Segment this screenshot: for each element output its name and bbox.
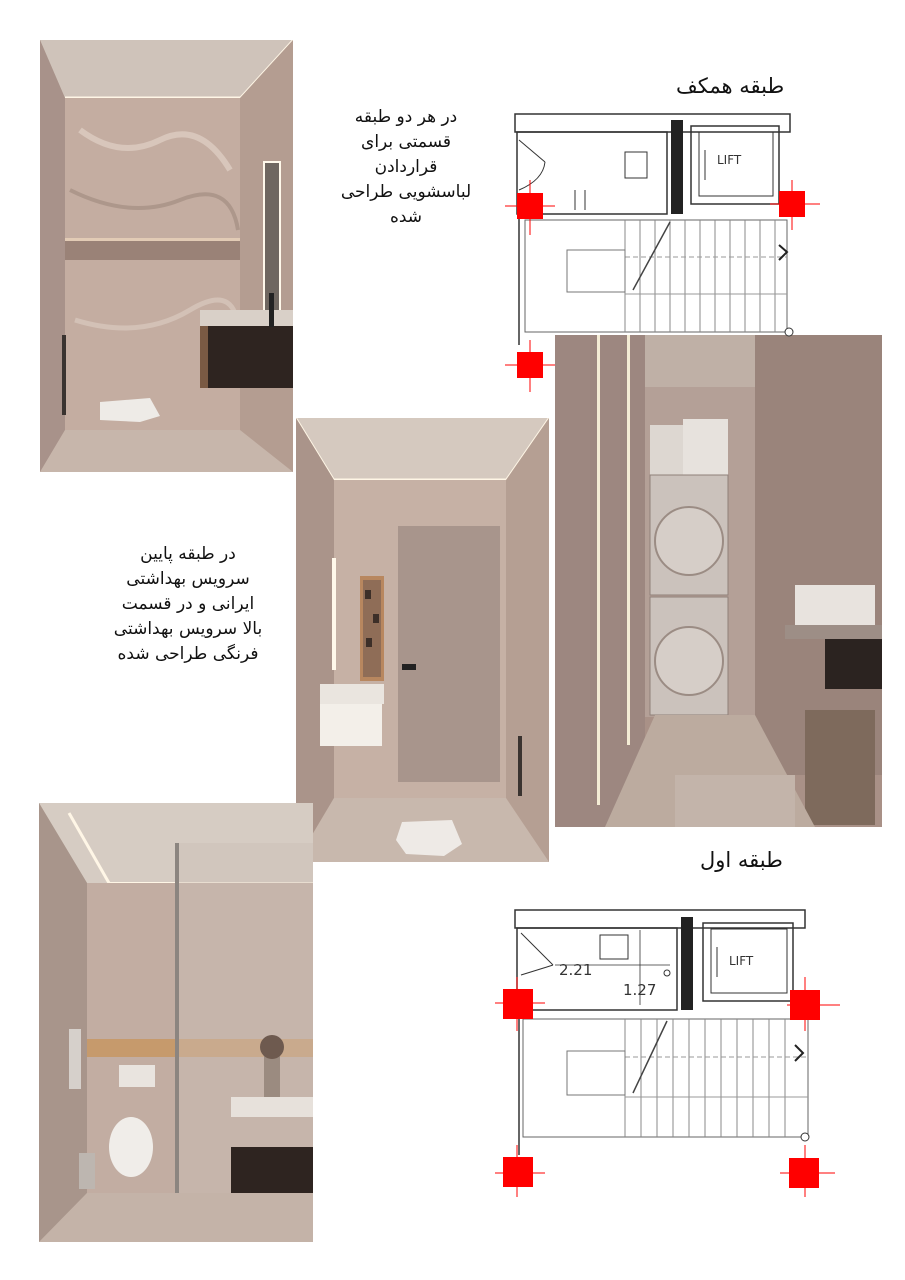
lift-label: LIFT [729,954,754,968]
first-floor-title: طبقه اول [700,848,783,872]
toilet-note-line: سرویس بهداشتی [126,569,250,589]
bathroom-render-shower [40,40,293,472]
toilet-note-line: ایرانی و در قسمت [121,594,255,614]
lift-label: LIFT [717,153,742,167]
laundry-note-line: قراردادن [374,157,438,177]
bathroom-render-squat-toilet [296,418,549,862]
laundry-note-line: در هر دو طبقه [354,107,458,127]
dimension-depth: 1.27 [623,981,657,999]
bathroom-render-western-toilet [39,803,313,1242]
laundry-note-line: قسمتی برای [361,132,451,152]
toilet-note-line: فرنگی طراحی شده [117,644,259,664]
toilet-note [88,542,288,667]
laundry-render [555,335,882,827]
toilet-note-line: در طبقه پایین [140,544,236,564]
toilet-note-line: بالا سرویس بهداشتی [113,619,263,639]
laundry-note [322,105,490,230]
first-floor-plan [495,905,840,1197]
laundry-note-line: لباسشویی طراحی [340,182,472,202]
ground-floor-title: طبقه همکف [676,74,785,98]
column-markers [505,180,820,392]
laundry-note-line: شده [389,207,423,227]
ground-floor-plan [505,110,825,395]
dimension-width: 2.21 [559,961,593,979]
